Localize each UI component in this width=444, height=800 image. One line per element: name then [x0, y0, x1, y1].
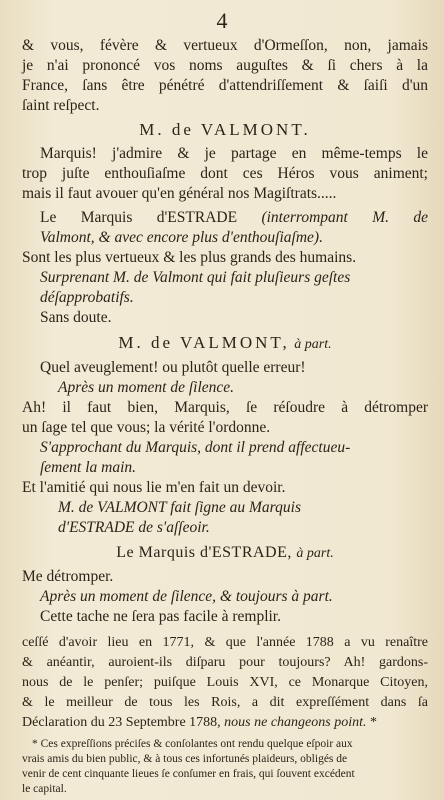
text-line: Quel aveuglement! ou plutôt quelle erreur! [40, 359, 306, 376]
stage-direction: Après un moment de ſilence. [58, 379, 235, 396]
text-line: Sans doute. [40, 309, 112, 326]
stage-direction: ſement la main. [40, 459, 136, 476]
quoted-phrase: nous ne changeons point. [224, 715, 367, 730]
stage-direction: Surprenant M. de Valmont qui fait pluſieurs geſtes [40, 269, 351, 286]
stage-direction: (interrompant M. de [261, 209, 428, 226]
text-line: & vous, févère & vertueux d'Ormeſſon, non, jamais [22, 37, 428, 54]
text-line: & anéantir, auroient-ils diſparu pour toujours? Ah! gardons- [22, 655, 428, 670]
stage-direction: déſapprobatifs. [40, 289, 134, 306]
stage-direction: à part. [296, 546, 334, 561]
stage-direction: Valmont, & avec encore plus d'enthouſiaſme). [40, 229, 323, 246]
text-line: Cette tache ne ſera pas facile à remplir. [40, 608, 281, 625]
text-line: mais il faut avouer qu'en général nos Magiſtrats..... [22, 185, 337, 202]
speaker-heading [22, 542, 428, 565]
text-line: France, ſans être pénétré d'attendriſſement & ſaiſi d'un [22, 77, 428, 94]
text-line: Marquis! j'admire & je partage en même-temps le [40, 145, 428, 162]
speaker-name: M. de VALMONT, [118, 333, 290, 352]
text-line: Sont les plus vertueux & les plus grands des humains. [22, 249, 357, 266]
speaker-name: Le Marquis d'ESTRADE, [116, 544, 292, 561]
text-line: ceſſé d'avoir lieu en 1771, & que l'année 1788 a vu renaître [22, 635, 428, 650]
footnote-line: * Ces expreſſions préciſes & conſolantes ont rendu quelque eſpoir aux [32, 738, 353, 750]
text-line: trop juſte enthouſiaſme dont ces Héros vous animent; [22, 165, 428, 182]
speaker-heading [22, 332, 428, 356]
stage-direction: d'ESTRADE de s'aſſeoir. [58, 519, 210, 536]
stage-line [22, 208, 428, 228]
footnote-line: venir de cent cinquante lieues ſe conſumer en frais, qui ſouvent excédent [22, 768, 355, 780]
stage-direction: à part. [294, 337, 332, 352]
speaker-name: Le Marquis d'ESTRADE [40, 209, 238, 226]
text-line: nous de le penſer; puiſque Louis XVI, ce Monarque Citoyen, [22, 675, 428, 690]
text-span: Déclaration du 23 Septembre 1788, [22, 715, 221, 730]
stage-direction: M. de VALMONT fait ſigne au Marquis [58, 499, 301, 516]
text-line: Et l'amitié qui nous lie m'en fait un devoir. [22, 479, 286, 496]
stage-direction: Après un moment de ſilence, & toujours à part. [40, 588, 333, 605]
text-line: & le meilleur de tous les Rois, a dit expreſſément dans ſa [22, 695, 428, 710]
text-line: Ah! il faut bien, Marquis, ſe réſoudre à détromper [22, 399, 428, 416]
text-line: Me détromper. [22, 568, 114, 585]
footnote-line: vrais amis du bien public, & à tous ces infortunés plaideurs, obligés de [22, 753, 348, 765]
footnote-line: le capital. [22, 783, 67, 795]
text-line: un ſage tel que vous; la vérité l'ordonne. [22, 419, 271, 436]
stage-direction: S'approchant du Marquis, dont il prend affectueu- [40, 439, 351, 456]
text-line: je n'ai prononcé vos noms auguſtes & ſi chers à la [22, 57, 428, 74]
text-line [22, 713, 428, 733]
footnote-marker: * [370, 715, 377, 730]
speaker-name: M. de VALMONT. [139, 120, 311, 139]
page-number: 4 [216, 8, 228, 33]
text-line: ſaint reſpect. [22, 97, 100, 114]
speaker-heading [22, 119, 428, 142]
